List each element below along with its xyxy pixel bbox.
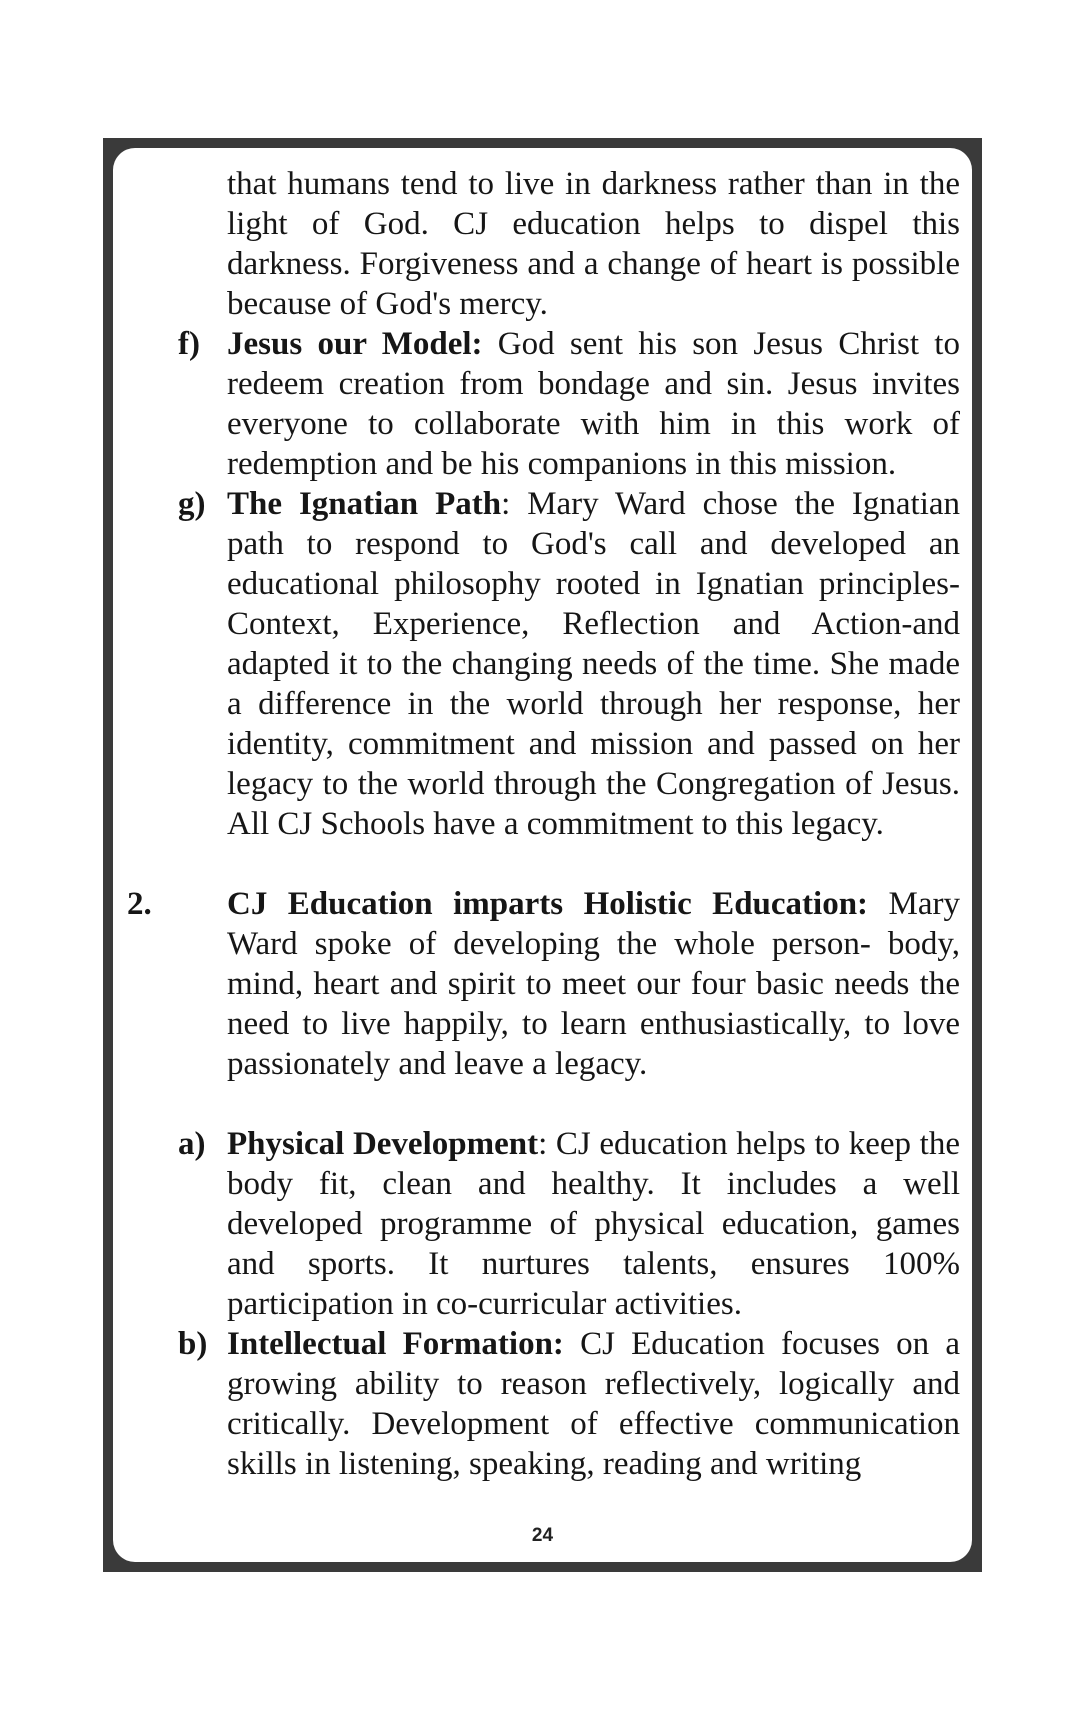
page-number: 24 [531, 1525, 554, 1546]
item-g-text: : Mary Ward chose the Ignatian path to respond to God's call and developed an educational philosophy rooted in Ignatian principles-Context, Experience, Reflection and Action-and adapted it to the changing needs of the time. She made a difference in the world through her response, her identity, commitment and mission and passed on her legacy to the world through the Congregation of Jesus. All CJ Schools have a commitment to this legacy. [227, 486, 961, 842]
list-item-g [113, 484, 972, 844]
section-2-text: Mary Ward spoke of developing the whole person- body, mind, heart and spirit to meet our four basic needs the need to live happily, to learn enthusiastically, to love passionately and leave a legacy. [227, 886, 961, 1082]
list-marker-b: b) [178, 1326, 208, 1362]
item-f-text: God sent his son Jesus Christ to redeem creation from bondage and sin. Jesus invites everyone to collaborate with him in this work of redemption and be his companions in this mission. [227, 326, 960, 482]
list-item-b [113, 1324, 972, 1484]
list-marker-a: a) [178, 1126, 206, 1162]
list-marker-g: g) [178, 486, 206, 522]
section-2-heading: CJ Education imparts Holistic Education: [227, 886, 869, 922]
list-item-a [113, 1124, 972, 1324]
item-a-heading: Physical Development [227, 1126, 539, 1162]
continuation-paragraph [113, 164, 972, 324]
section-number: 2. [127, 886, 152, 922]
continuation-text: that humans tend to live in darkness rather than in the light of God. CJ education helps to dispel this darkness. Forgiveness and a change of heart is possible because of God's mercy. [227, 166, 960, 322]
spacer [113, 1084, 972, 1124]
list-marker-f: f) [178, 326, 200, 362]
item-g-heading: The Ignatian Path [227, 486, 502, 522]
item-b-heading: Intellectual Formation: [227, 1326, 564, 1362]
item-b-text: CJ Education focuses on a growing ability to reason reflectively, logically and critically. Development of effective communication skills in listening, speaking, reading and writing [227, 1326, 960, 1482]
page-frame [103, 138, 982, 1572]
item-f-heading: Jesus our Model: [227, 326, 483, 362]
page-card [113, 148, 972, 1562]
list-item-f [113, 324, 972, 484]
spacer [113, 844, 972, 884]
page-content [113, 148, 972, 1562]
section-2 [113, 884, 972, 1084]
item-a-text: : CJ education helps to keep the body fit, clean and healthy. It includes a well developed programme of physical education, games and sports. It nurtures talents, ensures 100% participation in co-curricular activities. [227, 1126, 960, 1322]
